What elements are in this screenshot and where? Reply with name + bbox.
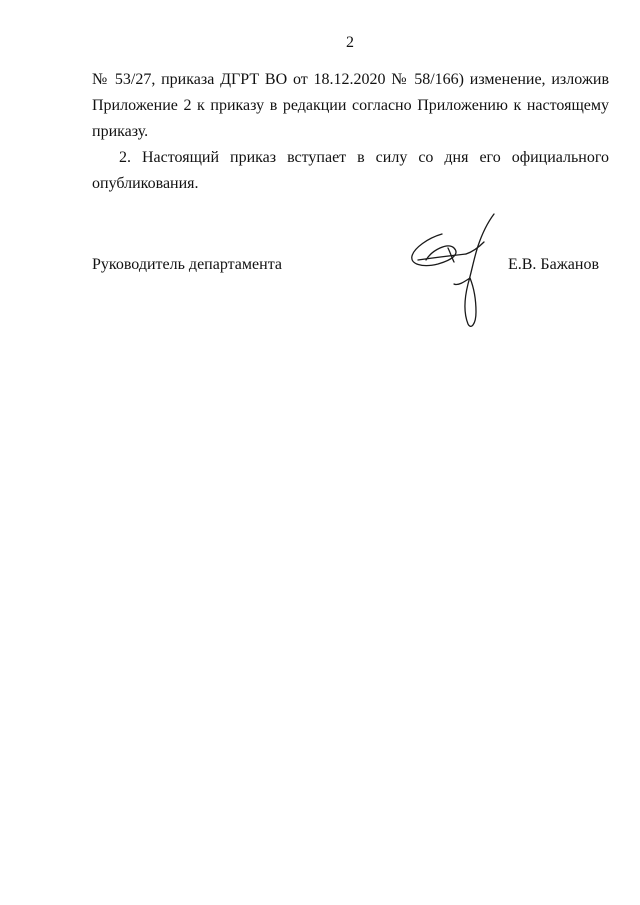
signatory-position: Руководитель департамента	[92, 256, 282, 273]
handwritten-signature	[408, 212, 498, 330]
paragraph-continuation: № 53/27, приказа ДГРТ ВО от 18.12.2020 № 58/166) изменение, изложив Приложение 2 к приказу в редакции согласно Приложению к настоящему приказу.	[92, 71, 609, 140]
signatory-name: Е.В. Бажанов	[507, 256, 599, 273]
signature-block	[92, 252, 609, 278]
paragraph-2: 2. Настоящий приказ вступает в силу со дня его официального опубликования.	[92, 149, 609, 192]
page-number: 2	[346, 34, 354, 51]
